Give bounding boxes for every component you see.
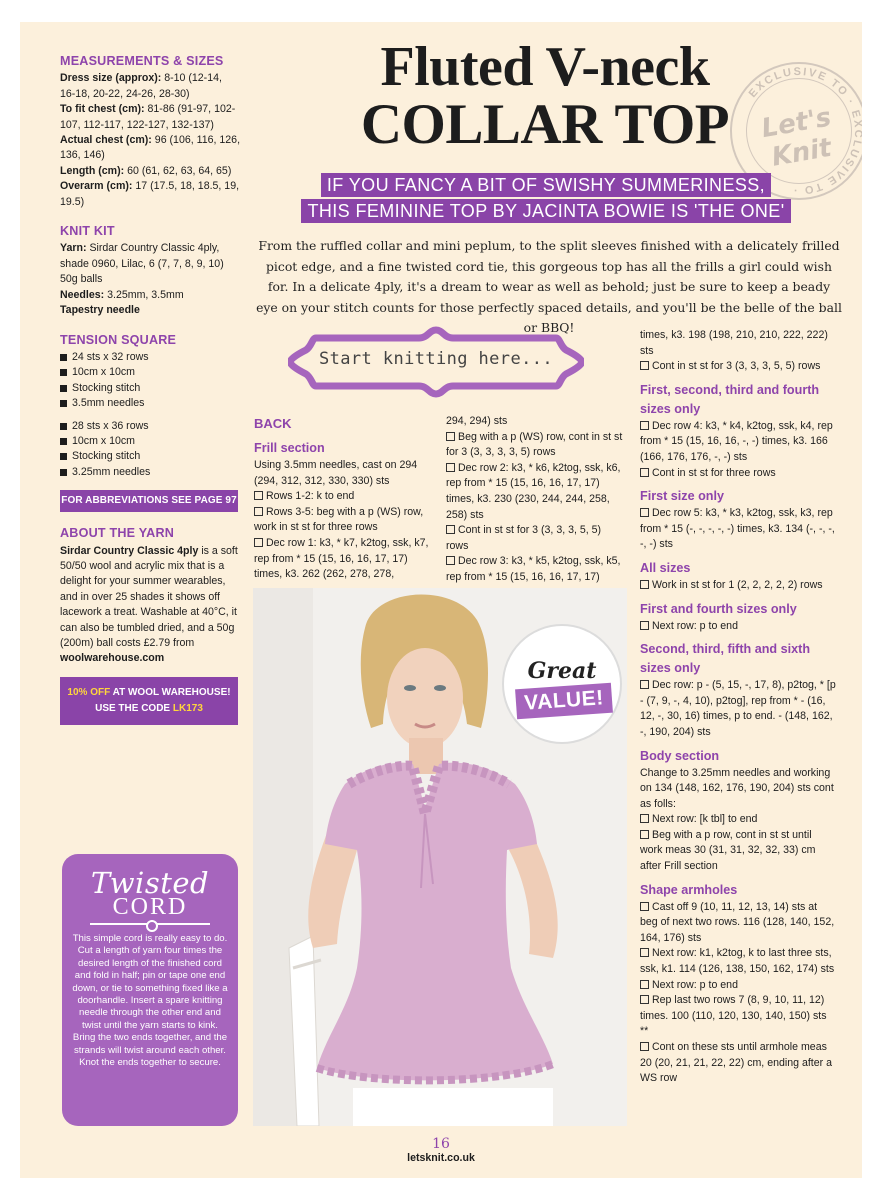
intro-paragraph: From the ruffled collar and mini peplum, to the split sleeves finished with a delicately frilled picot edge, and a fine twisted cord tie, this gorgeous top has all the frills a girl could wish for. In a delicate 4ply, it's a dream to wear as well as behold; just be sure to keep a beady eye on your stitch counts for those perfectly spaced details, and you'll be the belle of the ball or BBQ! — [256, 238, 842, 335]
tension-list-1 — [60, 350, 240, 412]
tension-section — [60, 333, 240, 481]
kit-tapestry: Tapestry needle — [60, 304, 140, 317]
checkbox[interactable] — [254, 538, 263, 547]
checkbox[interactable] — [640, 995, 649, 1004]
left-sidebar — [60, 54, 240, 725]
pattern-step: Rep last two rows 7 (8, 9, 10, 11, 12) times. 100 (110, 120, 130, 140, 150) sts ** — [640, 994, 827, 1038]
page-title: Fluted V-neck COLLAR TOP — [360, 36, 730, 156]
cord-title: CORD — [112, 894, 188, 920]
checkbox[interactable] — [446, 463, 455, 472]
pattern-step: Cast off 9 (10, 11, 12, 13, 14) sts at beg of next two rows. 116 (128, 140, 152, 164, 176) sts — [640, 900, 835, 944]
kit-needles: Needles: 3.25mm, 3.5mm — [60, 288, 184, 301]
pattern-step: Work in st st for 1 (2, 2, 2, 2, 2) rows — [640, 578, 836, 594]
about-yarn-heading: ABOUT THE YARN — [60, 526, 175, 541]
decorative-divider — [90, 923, 210, 925]
section-heading: Second, third, fifth and sixth sizes only — [640, 642, 811, 676]
checkbox[interactable] — [640, 814, 649, 823]
pattern-step: Dec row: p - (5, 15, -, 17, 8), p2tog, * [p - (7, 9, -, 4, 10), p2tog], rep from * - (16, 12, -, 30, 16) times, p to end. - (148, 162, -, 190, 204) sts — [640, 679, 836, 738]
checkbox[interactable] — [446, 432, 455, 441]
tension-item: 28 sts x 36 rows — [60, 419, 240, 434]
yarn-name: Sirdar Country Classic 4ply — [60, 544, 199, 557]
checkbox[interactable] — [640, 1042, 649, 1051]
checkbox[interactable] — [446, 556, 455, 565]
magazine-page — [20, 22, 865, 1178]
twisted-cord-panel — [62, 854, 238, 1126]
checkbox[interactable] — [640, 902, 649, 911]
measurement-item: Length (cm): 60 (61, 62, 63, 64, 65) — [60, 164, 232, 177]
pattern-step: Rows 1-2: k to end — [254, 489, 432, 505]
knit-kit-section — [60, 224, 240, 318]
pattern-step: Next row: k1, k2tog, k to last three sts, ssk, k1. 114 (126, 138, 150, 162, 174) sts — [640, 947, 835, 976]
measurement-item: To fit chest (cm): 81-86 (91-97, 102-107, 112-117, 122-127, 132-137) — [60, 103, 236, 131]
cord-instructions: This simple cord is really easy to do. Cut a length of yarn four times the desired length of the finished cord and fold in half; pin or tape one end down, or tie to something fixed like a doorhandle. Insert a spare knitting needle through the other end and twist until the yarn starts to kink. Bring the two ends together, and the strands will twist around each other. Knot the ends together to secure. — [72, 933, 228, 1069]
section-heading: Shape armholes — [640, 882, 738, 897]
pattern-step: 294, 294) sts — [446, 415, 508, 427]
tension-item: Stocking stitch — [60, 381, 240, 396]
pattern-step: Next row: p to end — [640, 978, 836, 994]
discount-offer: 10% OFF AT WOOL WAREHOUSE! USE THE CODE LK173 — [60, 677, 238, 725]
pattern-step: times, k3. 198 (198, 210, 210, 222, 222) sts — [640, 329, 828, 357]
pattern-column-2 — [446, 414, 626, 586]
pattern-step: Next row: p to end — [640, 619, 836, 635]
section-heading: All sizes — [640, 560, 691, 575]
measurements-section — [60, 54, 240, 210]
checkbox[interactable] — [254, 491, 263, 500]
page-footer — [20, 1136, 862, 1164]
website-url[interactable]: letsknit.co.uk — [407, 1152, 475, 1164]
measurement-item: Actual chest (cm): 96 (106, 116, 126, 136, 146) — [60, 134, 241, 162]
checkbox[interactable] — [254, 507, 263, 516]
section-heading: First, second, third and fourth sizes only — [640, 382, 820, 416]
pattern-step: Using 3.5mm needles, cast on 294 (294, 312, 312, 330, 330) sts — [254, 459, 418, 487]
tension-item: 10cm x 10cm — [60, 365, 240, 380]
tension-item: 10cm x 10cm — [60, 434, 240, 449]
pattern-step: Dec row 3: k3, * k5, k2tog, ssk, k5, rep from * 15 (15, 16, 16, 17, 17) — [446, 555, 621, 583]
kit-yarn: Yarn: Sirdar Country Classic 4ply, shade 0960, Lilac, 6 (7, 7, 8, 9, 10) 50g balls — [60, 242, 224, 286]
pattern-step: Rows 3-5: beg with a p (WS) row, work in st st for three rows — [254, 505, 424, 534]
measurements-heading: MEASUREMENTS & SIZES — [60, 54, 224, 68]
tension-item: Stocking stitch — [60, 449, 240, 464]
pattern-step: Dec row 5: k3, * k3, k2tog, ssk, k3, rep from * 15 (-, -, -, -, -) times, k3. 134 (-, -, -, -, -) sts — [640, 507, 835, 551]
checkbox[interactable] — [640, 580, 649, 589]
section-heading: First and fourth sizes only — [640, 601, 797, 616]
pattern-step: Change to 3.25mm needles and working on 134 (148, 162, 176, 190, 204) sts cont as folls: — [640, 766, 834, 810]
pattern-column-3 — [640, 328, 836, 1087]
cord-title-script: Twisted — [90, 866, 210, 900]
offer-highlight: 10% OFF — [67, 686, 111, 698]
banner-label: Start knitting here... — [319, 349, 553, 369]
knit-kit-heading: KNIT KIT — [60, 224, 115, 239]
tension-list-2 — [60, 419, 240, 481]
checkbox[interactable] — [640, 621, 649, 630]
measurement-item: Overarm (cm): 17 (17.5, 18, 18.5, 19, 19.5) — [60, 180, 240, 208]
pattern-step: Cont in st st for three rows — [640, 466, 836, 482]
section-heading: First size only — [640, 489, 724, 504]
great-value-line1: Great — [527, 658, 597, 684]
checkbox[interactable] — [446, 525, 455, 534]
abbreviations-note: FOR ABBREVIATIONS SEE PAGE 97 — [60, 490, 238, 512]
pattern-step: Next row: [k tbl] to end — [640, 812, 836, 828]
pattern-step: Dec row 2: k3, * k6, k2tog, ssk, k6, rep from * 15 (15, 16, 16, 17, 17) times, k3. 230 (230, 244, 244, 258, 258) sts — [446, 461, 621, 521]
pattern-step: Beg with a p (WS) row, cont in st st for 3 (3, 3, 3, 3, 5) rows — [446, 430, 623, 459]
checkbox[interactable] — [640, 468, 649, 477]
checkbox[interactable] — [640, 680, 649, 689]
back-heading: BACK — [254, 416, 292, 431]
pattern-column-1 — [254, 414, 432, 583]
pattern-step: Cont in st st for 3 (3, 3, 3, 5, 5) rows — [446, 524, 602, 552]
svg-text:EXCLUSIVE TO · EXCLUSIVE TO ·: EXCLUSIVE TO · EXCLUSIVE TO · — [746, 65, 865, 197]
checkbox[interactable] — [640, 508, 649, 517]
letsknit-logo: Let's Knit — [759, 102, 834, 173]
great-value-badge — [504, 626, 620, 742]
checkbox[interactable] — [640, 980, 649, 989]
start-knitting-banner — [288, 326, 584, 398]
great-value-line2: VALUE! — [515, 683, 613, 720]
tension-item: 3.5mm needles — [60, 396, 240, 411]
pattern-step: Beg with a p row, cont in st st until work meas 30 (31, 31, 32, 32, 33) cm after Frill section — [640, 828, 816, 873]
checkbox[interactable] — [640, 421, 649, 430]
pattern-step: Cont on these sts until armhole meas 20 (20, 21, 21, 22, 22) cm, ending after a WS row — [640, 1041, 832, 1085]
about-yarn-section — [60, 526, 240, 667]
yarn-link[interactable]: woolwarehouse.com — [60, 652, 165, 665]
subtitle: IF YOU FANCY A BIT OF SWISHY SUMMERINESS, THIS FEMININE TOP BY JACINTA BOWIE IS 'THE ONE' — [286, 173, 806, 225]
section-heading: Body section — [640, 748, 720, 763]
offer-code: LK173 — [172, 702, 203, 714]
page-number: 16 — [432, 1136, 450, 1152]
pattern-step: Dec row 4: k3, * k4, k2tog, ssk, k4, rep from * 15 (15, 16, 16, -, -) times, k3. 166 (166, 176, 176, -, -) sts — [640, 419, 833, 463]
tension-item: 24 sts x 32 rows — [60, 350, 240, 365]
checkbox[interactable] — [640, 948, 649, 957]
pattern-step: Dec row 1: k3, * k7, k2tog, ssk, k7, rep from * 15 (15, 16, 16, 17, 17) times, k3. 262 (262, 278, 278, — [254, 536, 429, 581]
tension-item: 3.25mm needles — [60, 465, 240, 480]
frill-heading: Frill section — [254, 441, 325, 455]
checkbox[interactable] — [640, 361, 649, 370]
measurement-item: Dress size (approx): 8-10 (12-14, 16-18, 20-22, 24-26, 28-30) — [60, 72, 222, 100]
checkbox[interactable] — [640, 830, 649, 839]
tension-heading: TENSION SQUARE — [60, 332, 177, 347]
yarn-description: is a soft 50/50 wool and acrylic mix that is a delight for your summer wearables, and in over 25 shades it shows off lacework a treat. Washable at 40°C, it can also be tumbled dried, and a 50g (200m) ball costs £2.79 from — [60, 544, 238, 649]
pattern-step: Cont in st st for 3 (3, 3, 3, 5, 5) rows — [640, 359, 836, 375]
